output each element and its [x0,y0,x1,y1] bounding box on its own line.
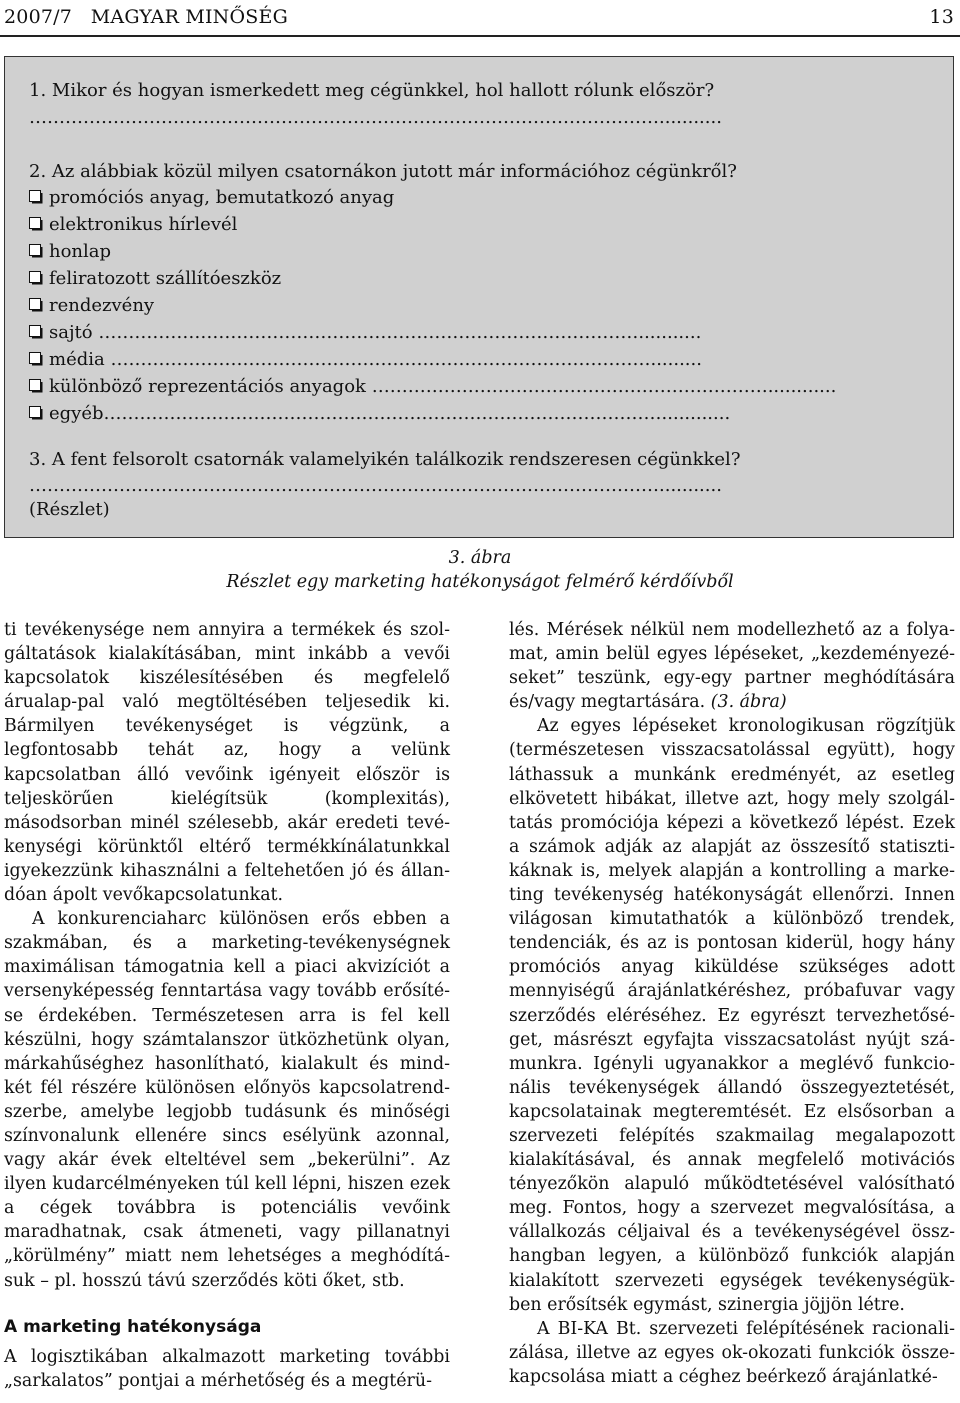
questionnaire-figure [4,56,954,538]
paragraph: A logisztikában alkalmazott marketing további „sarkalatos” pontjai a mérhetőség és a megtérü- [4,1346,450,1391]
option-row [29,403,929,424]
paragraph [509,618,955,714]
header-rule [0,35,960,37]
option-label: különböző reprezentációs anyagok [49,376,366,397]
question-1-answer-line: ……………………………………………………………………………………………........... [29,107,722,128]
answer-dots: …………………………………………………………............ [371,376,837,397]
option-row [29,187,394,208]
option-row [29,349,929,370]
question-3-answer-line: ……………………………………………………………………………………………........... [29,475,722,496]
excerpt-note: (Részlet) [29,499,110,520]
option-label: promóciós anyag, bemutatkozó anyag [49,187,395,208]
question-2: 2. Az alábbiak közül milyen csatornákon jutott már információhoz cégünkről? [29,161,737,182]
checkbox-icon [29,325,43,339]
checkbox-icon [29,244,43,258]
paragraph-text: lés. Mérések nélkül nem modellezhető az a folya-mat, amin belül egyes lépéseket, „kezdeményezé-seket” teszünk, egy-egy partner meghódítására és/vagy megtartására. [509,620,955,713]
option-row [29,268,281,289]
option-row [29,322,929,343]
page-number: 13 [929,6,954,28]
checkbox-icon [29,190,43,204]
paragraph: Az egyes lépéseket kronologikusan rögzítjük (természetesen visszacsatolással együtt), hogy láthassuk a munkánk eredményét, az esetleg elkövetett hibákat, illetve azt, hogy mely szolgál-tatás promóciója képezi a következő lépést. Ezek a számok adják az alapját az összesítő statiszti-káknak is, melyek alapján a kontrolling a marke-ting tevékenység hatékonyságát ellenőrzi. Innen világosan kimutathatók a különböző trendek, tendenciák, és az is pontosan kiderül, hogy hány promóciós anyag kiküldése szükséges adott mennyiségű árajánlatkéréshez, próbafuvar vagy szerződés eléréséhez. Ez egyrészt tervezhetősé-get, másrészt egyfajta visszacsatolást nyújt szá-munkra. Igényli ugyanakkor a meglévő funkcio-nális tevékenységek állandó összegyeztetését, kapcsolatainak megteremtését. Ez elsősorban a szervezeti felépítés szakmailag megalapozott kialakításával, és annak megfelelő motivációs tényezőkön alapuló működtetésével valósítható meg. Fontos, hogy a szervezet megvalósítása, a vállalkozás céljaival és a tevékenységével össz-hangban legyen, a különböző funkciók alapján kialakított szervezeti egységek tevékenységük-ben erősítsék egymást, szinergia jöjjön létre. [509,716,955,1315]
option-label: egyéb [49,403,104,424]
checkbox-icon [29,379,43,393]
figure-reference: (3. ábra) [710,692,787,713]
paragraph: A konkurenciaharc különösen erős ebben a szakmában, és a marketing-tevékenységnek maximálisan támogatnia kell a piaci akvizíciót a versenyképesség fenntartása vagy tovább erősíté-se érdekében. Természetesen arra is fel kell készülni, hogy számtalanszor ütközhetünk olyan, márkahűséghez hasonlítható, kialakult és mind-két fél részére különösen előnyös kapcsolatrend-szerbe, amelybe legjobb tudásunk és minőségi színvonalunk ellenére sincs esélyünk azonnal, vagy akár évek elteltével sem „bekerülni”. Az ilyen kudarcélményeken túl kell lépni, hiszen ezek a cégek továbbra is potenciális vevőink maradhatnak, csak átmeneti, vagy pillanatnyi „körülmény” miatt nem lehetséges a meghódítá-suk – pl. hosszú távú szerződés köti őket, stb. [4,909,450,1291]
right-column [509,618,955,1389]
checkbox-icon [29,298,43,312]
section-heading: A marketing hatékonysága [4,1316,262,1337]
option-row [29,214,237,235]
journal-issue: 2007/7 MAGYAR MINŐSÉG [4,6,288,28]
checkbox-icon [29,271,43,285]
option-row [29,376,929,397]
question-1: 1. Mikor és hogyan ismerkedett meg cégünkkel, hol hallott rólunk először? [29,80,715,101]
figure-number: 3. ábra [448,548,512,568]
option-row [29,241,111,262]
option-label: sajtó [49,322,93,343]
left-column [4,618,450,1393]
option-label: elektronikus hírlevél [49,214,238,235]
answer-dots: ………………………………………………………………………………......... [110,349,702,370]
checkbox-icon [29,217,43,231]
checkbox-icon [29,406,43,420]
paragraph: ti tevékenysége nem annyira a termékek és szol-gáltatások kialakításában, mint inkább a vevői kapcsolatok kiszélesítésében és megfelelő árualap-pal való megtöltésében teljesedik ki. Bármilyen tevékenységet is végzünk, a legfontosabb tehát az, hogy a velünk kapcsolatban álló vevőink igényeit először is teljeskörűen kielégítsük (komplexitás), másodsorban minél szélesebb, akár eredeti tevé-kenységi körünktől eltérő termékkínálatunkkal igyekezzünk kihasználni a feltehetően jó és állan-dóan ápolt vevőkapcsolatunkat. [4,620,450,906]
option-label: média [49,349,105,370]
question-3: 3. A fent felsorolt csatornák valamelyikén találkozik rendszeresen cégünkkel? [29,449,741,470]
paragraph: A BI-KA Bt. szervezeti felépítésének racionali-zálása, illetve az egyes ok-okozati funkciók össze-kapcsolása miatt a céghez beérkező árajánlatké- [509,1318,955,1387]
answer-dots: ………………………………………………………………………………........... [98,322,702,343]
answer-dots: …………………………………………………………………………………............ [103,403,731,424]
option-label: rendezvény [49,295,155,316]
running-header [4,4,956,32]
checkbox-icon [29,352,43,366]
figure-caption: Részlet egy marketing hatékonyságot felmérő kérdőívből [226,572,734,592]
option-label: feliratozott szállítóeszköz [49,268,282,289]
option-label: honlap [49,241,112,262]
option-row [29,295,154,316]
